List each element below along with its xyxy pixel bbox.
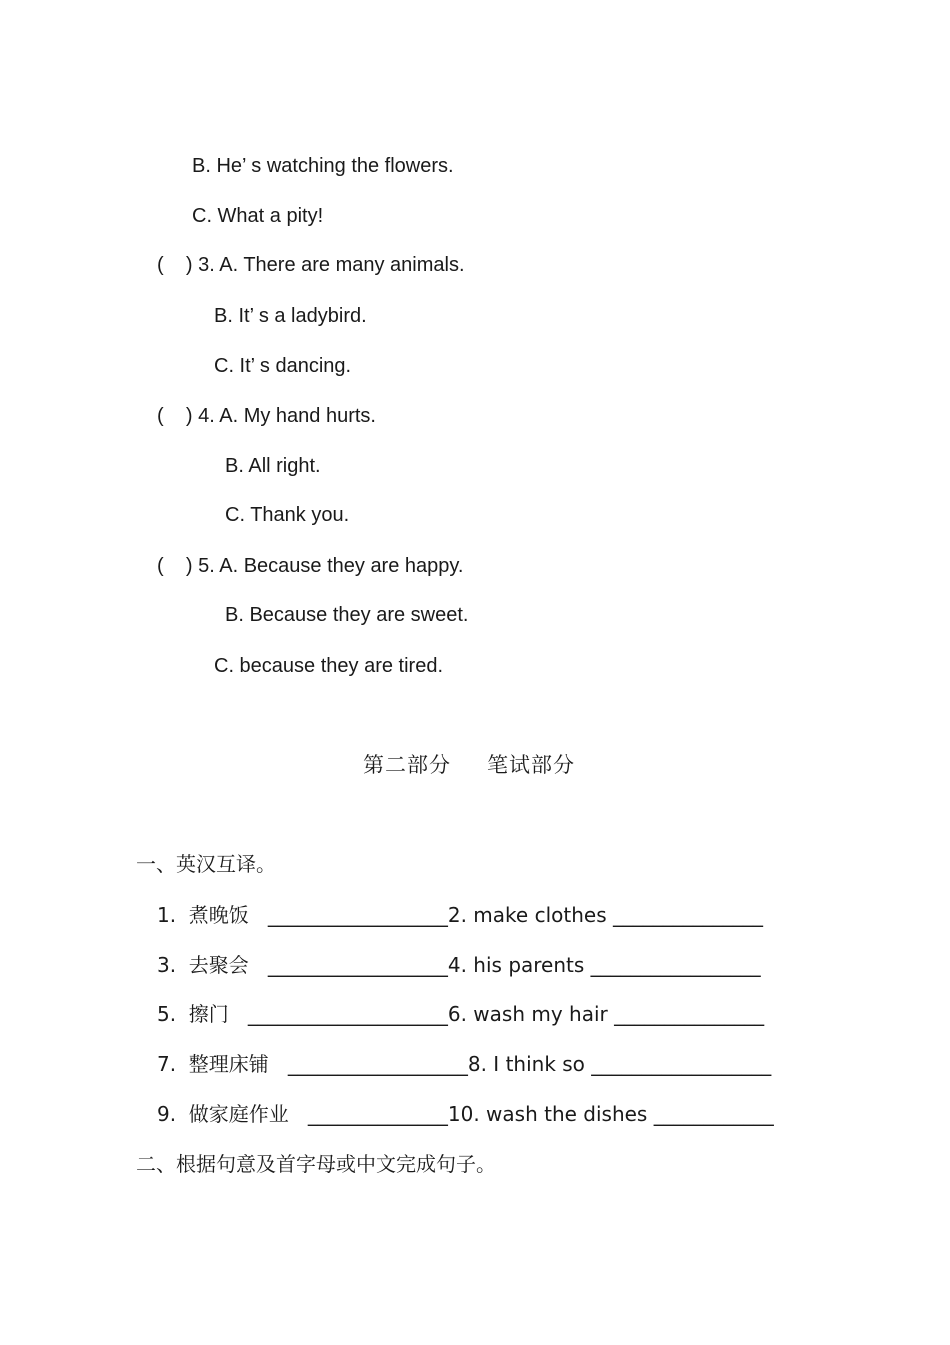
section-one-heading: 一、英汉互译。 [136,852,276,876]
translation-row: 3. 去聚会 __________________4. his parents _________________ [157,953,761,977]
q5-option-c: C. because they are tired. [214,655,444,677]
translation-row: 7. 整理床铺 __________________8. I think so __________________ [157,1052,772,1076]
q4-option-b: B. All right. [225,455,321,477]
part-two-title-right: 笔试部分 [487,753,575,777]
q2-option-c: C. What a pity! [192,205,324,227]
part-two-title-left: 第二部分 [363,753,451,777]
translation-row: 9. 做家庭作业 ______________10. wash the dishes ____________ [157,1102,774,1126]
section-two-heading: 二、根据句意及首字母或中文完成句子。 [136,1152,496,1176]
translation-row: 5. 擦门 ____________________6. wash my hair _______________ [157,1002,765,1026]
q4-option-c: C. Thank you. [225,504,350,526]
q3-option-c: C. It’ s dancing. [214,355,352,377]
q4-option-a: ( ) 4. A. My hand hurts. [157,405,376,427]
translation-row: 1. 煮晚饭 __________________2. make clothes _______________ [157,903,763,927]
q2-option-b: B. He’ s watching the flowers. [192,155,454,177]
q3-option-b: B. It’ s a ladybird. [214,305,367,327]
q3-option-a: ( ) 3. A. There are many animals. [157,254,465,276]
q5-option-a: ( ) 5. A. Because they are happy. [157,555,464,577]
q5-option-b: B. Because they are sweet. [225,604,469,626]
